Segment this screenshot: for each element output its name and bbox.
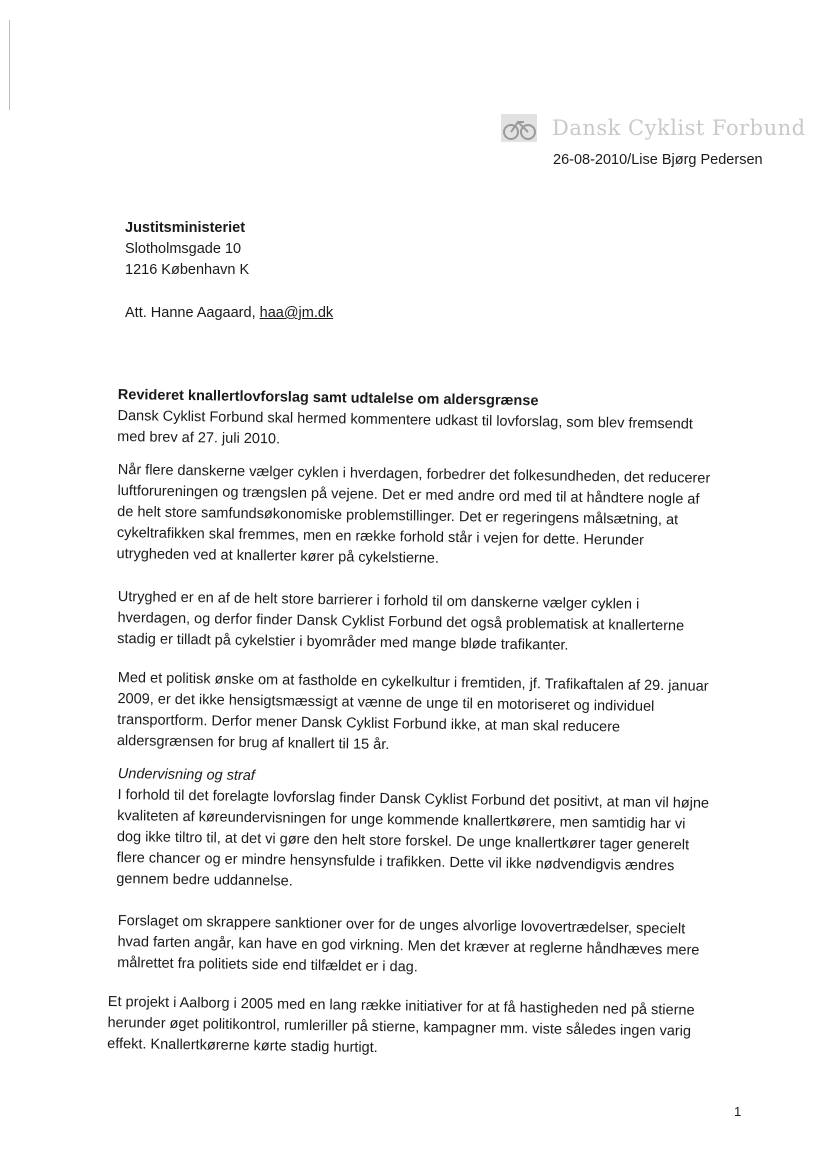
attention-line	[125, 303, 333, 324]
paragraph-1	[116, 460, 757, 574]
text-line: stadig er tilladt på cykelstier i byområder med mange bløde trafikanter.	[117, 630, 569, 654]
text-line: Dansk Cyklist Forbund skal hermed kommentere udkast til lovforslag, som blev fremsendt	[117, 407, 694, 433]
recipient-city: 1216 København K	[125, 262, 250, 278]
scan-artifact	[9, 20, 10, 110]
text-line: herunder øget politikontrol, rumleriller på stierne, kampagner mm. viste således ingen varig	[107, 1014, 692, 1040]
recipient-address	[125, 218, 249, 281]
text-line: Med et politisk ønske om at fastholde en cykelkultur i fremtiden, jf. Trafikaftalen af 29. januar	[117, 669, 709, 695]
text-line: flere chancer og er mindre hensynsfulde i trafikken. Dette vil ikke nødvendigvis ændres	[116, 849, 675, 875]
section-heading: Undervisning og straf	[117, 765, 255, 785]
text-line: utrygheden ved at knallerter kører på cykelstierne.	[116, 545, 440, 567]
text-line: gennem bedre uddannelse.	[116, 870, 293, 890]
text-line: Et projekt i Aalborg i 2005 med en lang række initiativer for at få hastigheden ned på stierne	[107, 993, 695, 1019]
intro-paragraph	[117, 406, 758, 457]
text-line: I forhold til det forelagte lovforslag finder Dansk Cyklist Forbund det positivt, at man vil højne	[117, 786, 710, 812]
bicycle-logo-icon	[497, 110, 541, 146]
text-line: Forslaget om skrappere sanktioner over for de unges alvorlige lovovertrædelser, specielt	[117, 912, 686, 938]
text-line: de helt store samfundsøkonomiske problemstillinger. Det er regeringens målsætning, at	[117, 503, 679, 529]
paragraph-5	[117, 911, 758, 983]
text-line: cykeltrafikken skal fremmes, men en række forhold står i vejen for dette. Herunder	[116, 524, 645, 549]
logo-text: Dansk Cyklist Forbund	[552, 116, 806, 140]
paragraph-3	[117, 668, 758, 761]
text-line: hverdagen, og derfor finder Dansk Cyklist Forbund det også problematisk at knallerterne	[117, 609, 685, 635]
paragraph-4-block	[116, 764, 758, 899]
paragraph-2	[117, 587, 758, 659]
text-line: luftforureningen og trængslen på vejene. Det er med andre ord med til at håndtere nogle af	[117, 482, 700, 508]
attention-prefix: Att. Hanne Aagaard,	[125, 305, 260, 321]
text-line: 2009, er det ikke hensigtsmæssigt at vænne de unge til en motoriseret og individuel	[117, 690, 655, 715]
subject-block	[117, 385, 758, 457]
text-line: Når flere danskerne vælger cyklen i hverdagen, forbedrer det folkesundheden, det reducerer	[117, 461, 711, 487]
text-line: med brev af 27. juli 2010.	[117, 428, 281, 448]
page-number: 1	[734, 1104, 742, 1119]
text-line: effekt. Knallertkørerne kørte stadig hurtigt.	[107, 1035, 378, 1057]
text-line: transportform. Derfor mener Dansk Cyklist Forbund ikke, at man skal reducere	[117, 711, 621, 736]
recipient-street: Slotholmsgade 10	[125, 241, 242, 257]
text-line: aldersgrænsen for brug af knallert til 15 år.	[116, 732, 390, 754]
dcf-logo	[497, 110, 806, 148]
text-line: dog ikke tiltro til, at det vi gøre den helt store forskel. De unge knallertkører tager generelt	[116, 828, 690, 854]
paragraph-6	[107, 992, 748, 1064]
text-line: målrettet fra politiets side end tilfældet er i dag.	[117, 954, 418, 976]
text-line: kvaliteten af køreundervisningen for unge kommende knallertkørere, men samtidig har vi	[117, 807, 686, 833]
date-author: 26-08-2010/Lise Bjørg Pedersen	[553, 152, 763, 168]
recipient-name: Justitsministeriet	[125, 220, 246, 236]
text-line: Utryghed er en af de helt store barrierer i forhold til om danskerne vælger cyklen i	[117, 588, 640, 613]
subject-heading: Revideret knallertlovforslag samt udtalelse om aldersgrænse	[117, 386, 539, 410]
text-line: hvad farten angår, kan have en god virkning. Men det kræver at reglerne håndhæves mere	[117, 933, 700, 959]
email-link[interactable]: haa@jm.dk	[259, 305, 334, 321]
